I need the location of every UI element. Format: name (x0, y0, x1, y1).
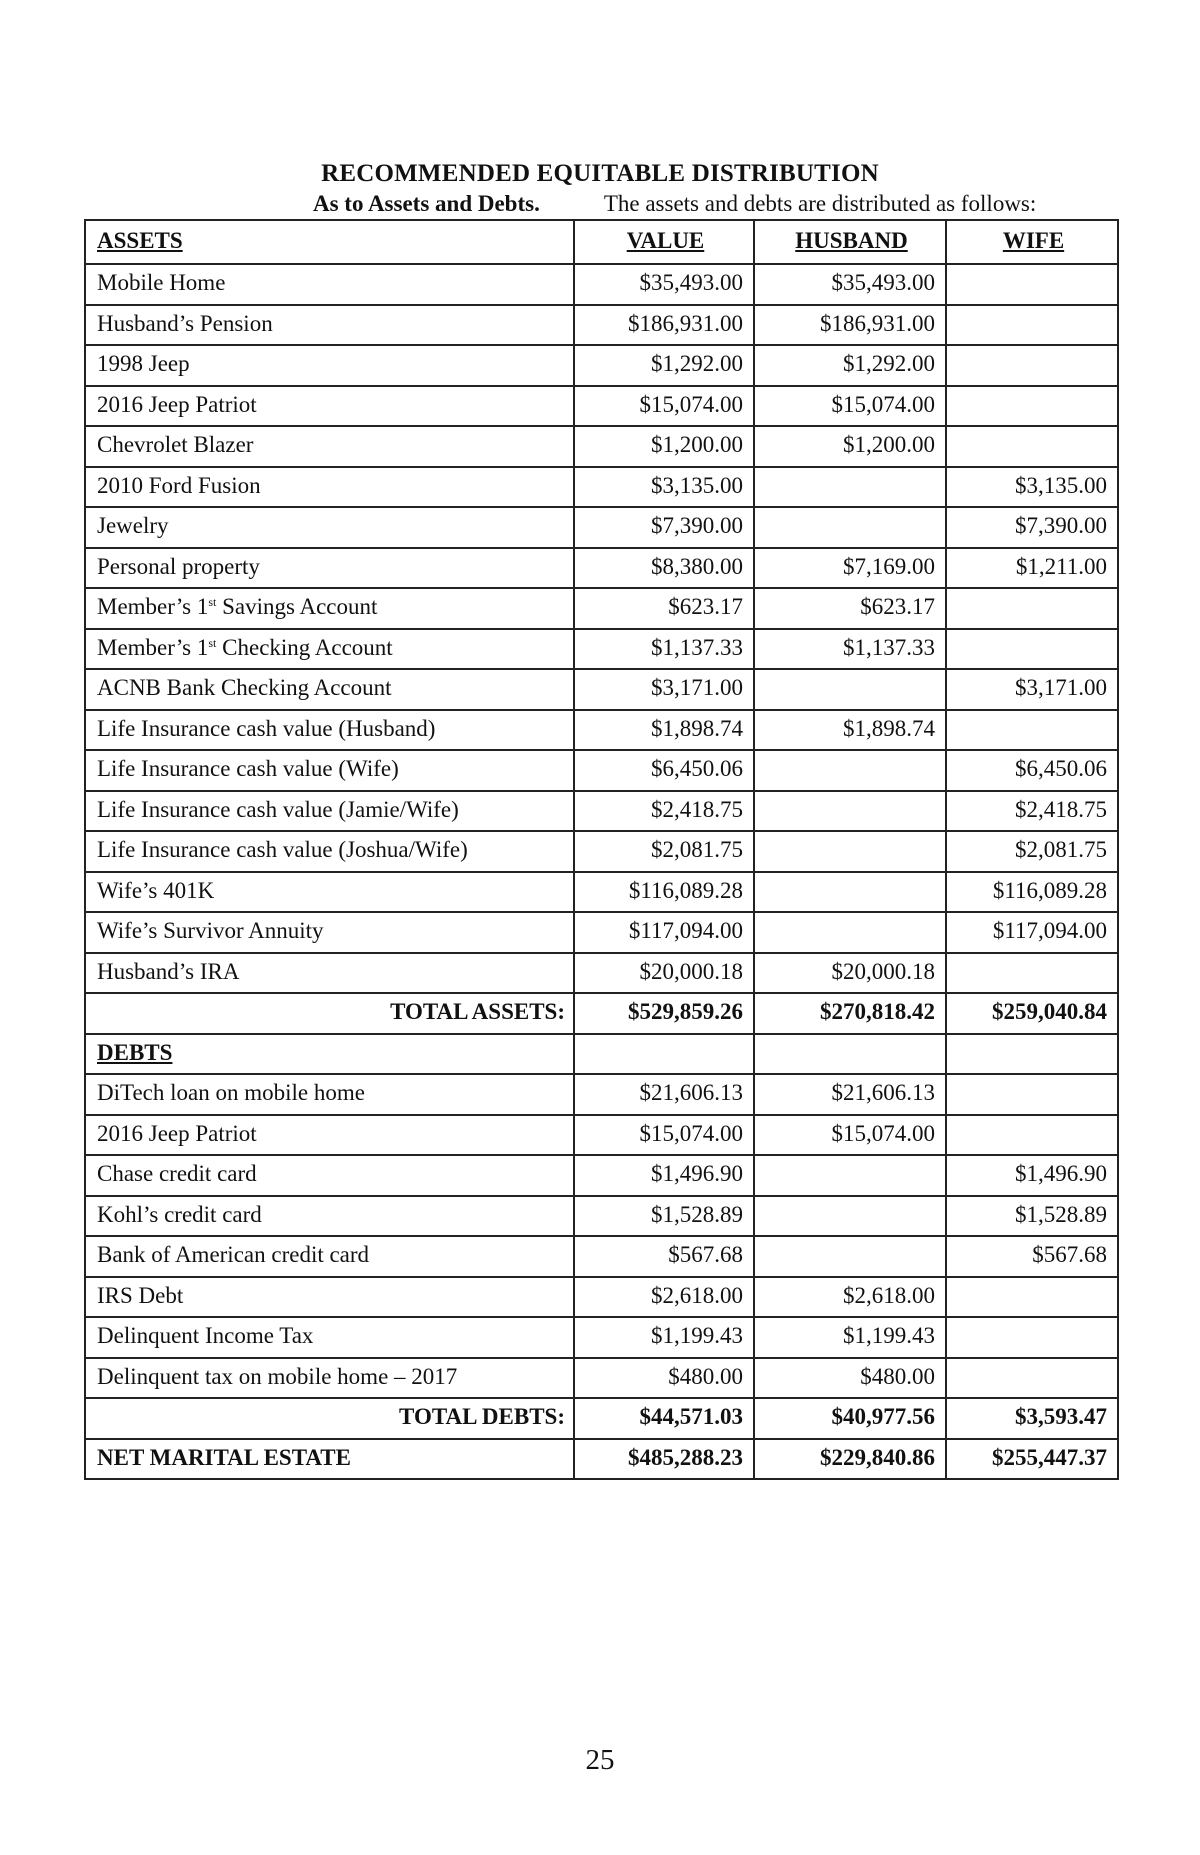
item-name (85, 953, 574, 994)
item-name (85, 1074, 574, 1115)
item-name-text: 2010 Ford Fusion (97, 472, 261, 498)
value-cell: $1,199.43 (574, 1317, 754, 1358)
value-cell: $480.00 (574, 1358, 754, 1399)
item-name (85, 507, 574, 548)
value-cell: $7,390.00 (574, 507, 754, 548)
husband-cell: $7,169.00 (754, 548, 946, 589)
value-cell: $15,074.00 (574, 1115, 754, 1156)
ordinal-suffix: st (208, 595, 217, 610)
husband-cell (754, 831, 946, 872)
total-assets-row-husband: $270,818.42 (754, 993, 946, 1034)
item-name-text: DiTech loan on mobile home (97, 1080, 365, 1106)
wife-cell (946, 588, 1118, 629)
asset-row (85, 345, 1118, 386)
asset-row (85, 305, 1118, 346)
value-cell: $35,493.00 (574, 264, 754, 305)
item-name-text: Personal property (97, 553, 260, 579)
item-name (85, 345, 574, 386)
value-cell: $15,074.00 (574, 386, 754, 427)
wife-cell (946, 953, 1118, 994)
wife-cell (946, 1358, 1118, 1399)
husband-cell: $35,493.00 (754, 264, 946, 305)
item-name-text: Wife’s 401K (97, 877, 215, 903)
husband-cell (754, 1236, 946, 1277)
subtitle (313, 191, 1036, 217)
asset-row (85, 386, 1118, 427)
item-name-text: Bank of American credit card (97, 1242, 370, 1268)
item-name (85, 669, 574, 710)
husband-cell: $623.17 (754, 588, 946, 629)
item-name (85, 588, 574, 629)
subtitle-bold: As to Assets and Debts. (313, 191, 540, 216)
item-name (85, 1317, 574, 1358)
wife-cell: $3,135.00 (946, 467, 1118, 508)
husband-cell (754, 1196, 946, 1237)
wife-cell (946, 629, 1118, 670)
asset-row (85, 791, 1118, 832)
item-name (85, 386, 574, 427)
value-cell: $20,000.18 (574, 953, 754, 994)
value-cell: $567.68 (574, 1236, 754, 1277)
item-name-text: Chevrolet Blazer (97, 432, 254, 458)
husband-cell: $2,618.00 (754, 1277, 946, 1318)
value-cell: $117,094.00 (574, 912, 754, 953)
item-name (85, 1155, 574, 1196)
debt-row (85, 1358, 1118, 1399)
item-name-text: IRS Debt (97, 1282, 184, 1308)
header-debts: DEBTS (85, 1034, 574, 1075)
item-name (85, 710, 574, 751)
item-name-text: 2016 Jeep Patriot (97, 1120, 257, 1146)
item-name-text: Kohl’s credit card (97, 1201, 262, 1227)
wife-cell (946, 1074, 1118, 1115)
item-name-text: Life Insurance cash value (Jamie/Wife) (97, 796, 459, 822)
item-name (85, 629, 574, 670)
total-assets-row-wife: $259,040.84 (946, 993, 1118, 1034)
wife-cell: $117,094.00 (946, 912, 1118, 953)
husband-cell: $1,137.33 (754, 629, 946, 670)
husband-cell: $21,606.13 (754, 1074, 946, 1115)
value-cell: $1,137.33 (574, 629, 754, 670)
wife-cell: $116,089.28 (946, 872, 1118, 913)
asset-row (85, 750, 1118, 791)
value-cell: $3,171.00 (574, 669, 754, 710)
husband-cell: $1,200.00 (754, 426, 946, 467)
wife-cell: $1,496.90 (946, 1155, 1118, 1196)
wife-cell (946, 345, 1118, 386)
husband-cell: $1,292.00 (754, 345, 946, 386)
header-value: VALUE (574, 220, 754, 264)
net-estate-row-label: NET MARITAL ESTATE (85, 1439, 574, 1480)
debt-row (85, 1236, 1118, 1277)
item-name-text: Member’s 1 (97, 594, 209, 620)
asset-row (85, 588, 1118, 629)
item-name-text: 1998 Jeep (97, 351, 190, 377)
debt-row (85, 1196, 1118, 1237)
page-number: 25 (585, 1744, 615, 1776)
item-name (85, 1277, 574, 1318)
value-cell: $8,380.00 (574, 548, 754, 589)
value-cell: $1,292.00 (574, 345, 754, 386)
item-name (85, 548, 574, 589)
husband-cell: $15,074.00 (754, 1115, 946, 1156)
husband-cell (754, 507, 946, 548)
item-name-text: Life Insurance cash value (Joshua/Wife) (97, 837, 468, 863)
value-cell: $1,528.89 (574, 1196, 754, 1237)
asset-row (85, 953, 1118, 994)
wife-cell: $3,171.00 (946, 669, 1118, 710)
husband-cell: $1,199.43 (754, 1317, 946, 1358)
asset-row (85, 912, 1118, 953)
item-name-text: ACNB Bank Checking Account (97, 675, 392, 701)
value-cell: $1,496.90 (574, 1155, 754, 1196)
husband-cell (754, 912, 946, 953)
table-header-row (85, 220, 1118, 264)
asset-row (85, 629, 1118, 670)
item-name-text: Delinquent Income Tax (97, 1323, 314, 1349)
debt-row (85, 1115, 1118, 1156)
husband-cell: $20,000.18 (754, 953, 946, 994)
total-assets-row-value: $529,859.26 (574, 993, 754, 1034)
item-name (85, 467, 574, 508)
husband-cell (754, 1155, 946, 1196)
value-cell: $21,606.13 (574, 1074, 754, 1115)
distribution-table-body (85, 220, 1118, 1479)
wife-cell: $2,081.75 (946, 831, 1118, 872)
value-cell: $2,618.00 (574, 1277, 754, 1318)
wife-cell (946, 1277, 1118, 1318)
value-cell: $1,200.00 (574, 426, 754, 467)
asset-row (85, 548, 1118, 589)
item-name-text: Mobile Home (97, 270, 226, 296)
wife-cell: $1,528.89 (946, 1196, 1118, 1237)
asset-row (85, 872, 1118, 913)
wife-cell: $567.68 (946, 1236, 1118, 1277)
husband-cell: $15,074.00 (754, 386, 946, 427)
total-debts-row (85, 1398, 1118, 1439)
total-assets-row-label: TOTAL ASSETS: (85, 993, 574, 1034)
value-cell: $2,081.75 (574, 831, 754, 872)
net-estate-row (85, 1439, 1118, 1480)
distribution-table (84, 219, 1119, 1480)
value-cell: $116,089.28 (574, 872, 754, 913)
item-name (85, 1236, 574, 1277)
item-name (85, 426, 574, 467)
item-name-suffix: Checking Account (216, 634, 393, 660)
net-estate-row-wife: $255,447.37 (946, 1439, 1118, 1480)
item-name (85, 1196, 574, 1237)
item-name (85, 791, 574, 832)
page-title: RECOMMENDED EQUITABLE DISTRIBUTION (321, 160, 879, 187)
asset-row (85, 669, 1118, 710)
empty-cell (946, 1034, 1118, 1075)
item-name-text: 2016 Jeep Patriot (97, 391, 257, 417)
item-name-text: Husband’s IRA (97, 958, 240, 984)
empty-cell (754, 1034, 946, 1075)
wife-cell (946, 710, 1118, 751)
total-debts-row-husband: $40,977.56 (754, 1398, 946, 1439)
item-name-text: Member’s 1 (97, 634, 209, 660)
husband-cell (754, 872, 946, 913)
empty-cell (574, 1034, 754, 1075)
value-cell: $186,931.00 (574, 305, 754, 346)
husband-cell (754, 750, 946, 791)
wife-cell: $2,418.75 (946, 791, 1118, 832)
debt-row (85, 1317, 1118, 1358)
total-debts-row-wife: $3,593.47 (946, 1398, 1118, 1439)
wife-cell (946, 305, 1118, 346)
husband-cell: $480.00 (754, 1358, 946, 1399)
asset-row (85, 507, 1118, 548)
wife-cell (946, 1115, 1118, 1156)
husband-cell (754, 791, 946, 832)
total-debts-row-label: TOTAL DEBTS: (85, 1398, 574, 1439)
item-name-suffix: Savings Account (216, 594, 378, 620)
item-name (85, 1358, 574, 1399)
asset-row (85, 831, 1118, 872)
wife-cell (946, 264, 1118, 305)
debts-header-row (85, 1034, 1118, 1075)
asset-row (85, 710, 1118, 751)
wife-cell (946, 386, 1118, 427)
item-name-text: Life Insurance cash value (Wife) (97, 756, 399, 782)
item-name (85, 831, 574, 872)
total-debts-row-value: $44,571.03 (574, 1398, 754, 1439)
asset-row (85, 264, 1118, 305)
item-name (85, 305, 574, 346)
debt-row (85, 1155, 1118, 1196)
item-name-text: Life Insurance cash value (Husband) (97, 715, 436, 741)
husband-cell: $1,898.74 (754, 710, 946, 751)
item-name-text: Jewelry (97, 513, 169, 539)
husband-cell: $186,931.00 (754, 305, 946, 346)
item-name-text: Chase credit card (97, 1161, 257, 1187)
value-cell: $2,418.75 (574, 791, 754, 832)
item-name-text: Husband’s Pension (97, 310, 273, 336)
item-name-text: Wife’s Survivor Annuity (97, 918, 324, 944)
item-name (85, 1115, 574, 1156)
debt-row (85, 1074, 1118, 1115)
asset-row (85, 426, 1118, 467)
net-estate-row-husband: $229,840.86 (754, 1439, 946, 1480)
wife-cell: $7,390.00 (946, 507, 1118, 548)
header-husband: HUSBAND (754, 220, 946, 264)
wife-cell (946, 1317, 1118, 1358)
item-name (85, 264, 574, 305)
ordinal-suffix: st (208, 635, 217, 650)
total-assets-row (85, 993, 1118, 1034)
wife-cell (946, 426, 1118, 467)
value-cell: $3,135.00 (574, 467, 754, 508)
value-cell: $623.17 (574, 588, 754, 629)
husband-cell (754, 669, 946, 710)
header-assets: ASSETS (85, 220, 574, 264)
item-name (85, 872, 574, 913)
husband-cell (754, 467, 946, 508)
wife-cell: $1,211.00 (946, 548, 1118, 589)
wife-cell: $6,450.06 (946, 750, 1118, 791)
debt-row (85, 1277, 1118, 1318)
asset-row (85, 467, 1118, 508)
item-name (85, 750, 574, 791)
item-name (85, 912, 574, 953)
value-cell: $1,898.74 (574, 710, 754, 751)
subtitle-text: The assets and debts are distributed as follows: (603, 191, 1037, 216)
item-name-text: Delinquent tax on mobile home – 2017 (97, 1363, 458, 1389)
header-wife: WIFE (946, 220, 1118, 264)
value-cell: $6,450.06 (574, 750, 754, 791)
net-estate-row-value: $485,288.23 (574, 1439, 754, 1480)
